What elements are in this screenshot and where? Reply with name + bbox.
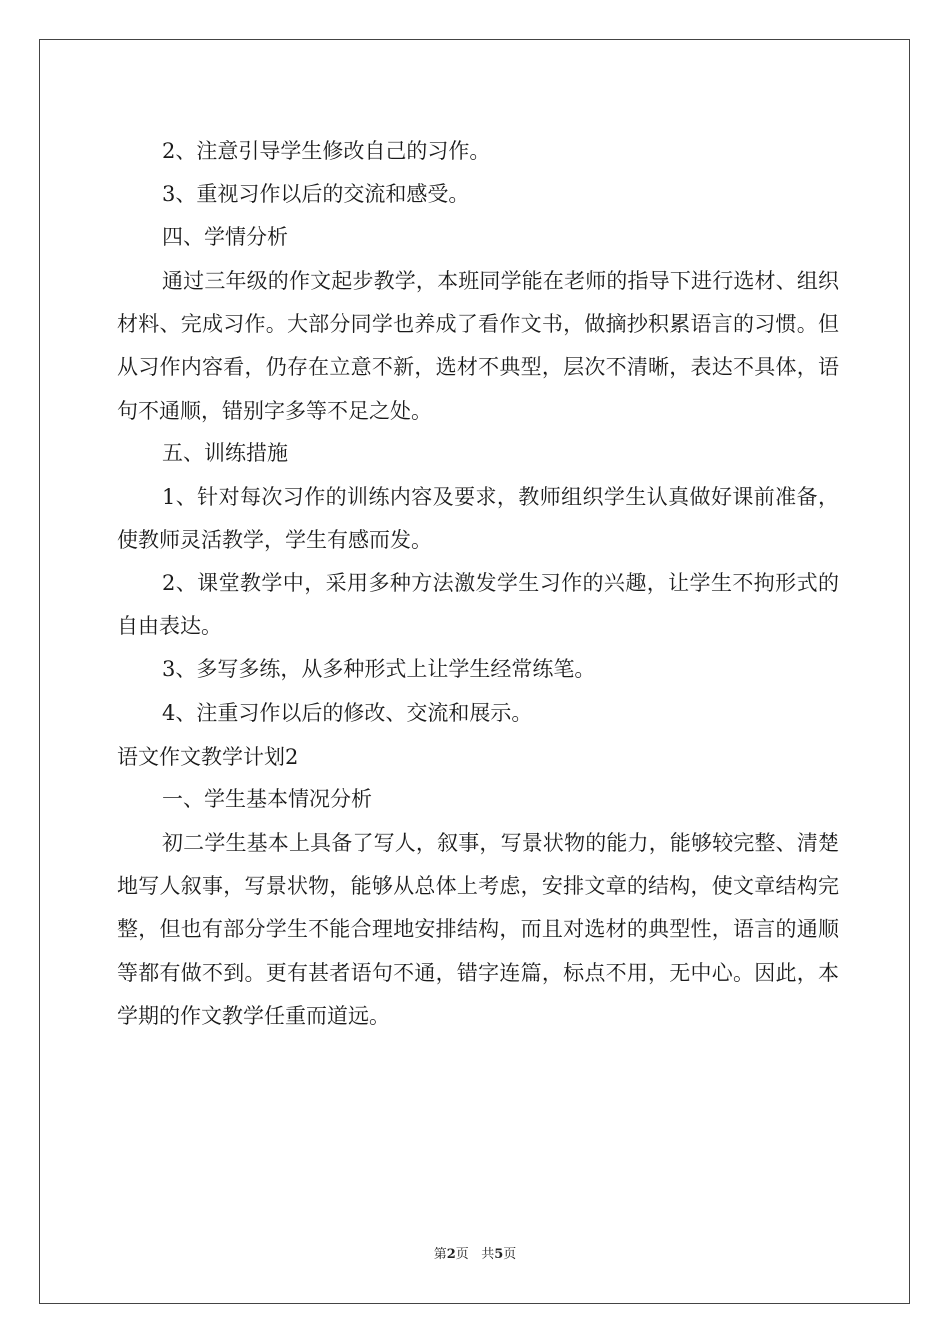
footer-mid: 页 共 bbox=[455, 1247, 495, 1262]
section-heading: 一、学生基本情况分析 bbox=[162, 787, 372, 811]
paragraph: 1、针对每次习作的训练内容及要求，教师组织学生认真做好课前准备，使教师灵活教学，学生有感而发。 bbox=[117, 485, 839, 553]
paragraph: 4、注重习作以后的修改、交流和展示。 bbox=[162, 701, 533, 725]
document-title: 语文作文教学计划2 bbox=[117, 745, 299, 769]
total-page-number: 5 bbox=[494, 1247, 504, 1262]
section-heading: 五、训练措施 bbox=[162, 441, 288, 465]
paragraph: 3、重视习作以后的交流和感受。 bbox=[162, 182, 470, 206]
paragraph: 初二学生基本上具备了写人，叙事，写景状物的能力，能够较完整、清楚地写人叙事，写景状物，能够从总体上考虑，安排文章的结构，使文章结构完整，但也有部分学生不能合理地安排结构，而且对选材的典型性，语言的通顺等都有做不到。更有甚者语句不通，错字连篇，标点不用，无中心。因此，本学期的作文教学任重而道远。 bbox=[117, 831, 839, 1028]
section-heading: 四、学情分析 bbox=[162, 225, 288, 249]
paragraph: 通过三年级的作文起步教学，本班同学能在老师的指导下进行选材、组织材料、完成习作。大部分同学也养成了看作文书，做摘抄积累语言的习惯。但从习作内容看，仍存在立意不新，选材不典型，层次不清晰，表达不具体，语句不通顺，错别字多等不足之处。 bbox=[117, 269, 839, 423]
current-page-number: 2 bbox=[446, 1247, 456, 1262]
page-footer bbox=[0, 1245, 950, 1265]
footer-suffix: 页 bbox=[503, 1247, 517, 1262]
paragraph: 2、注意引导学生修改自己的习作。 bbox=[162, 139, 491, 163]
paragraph: 2、课堂教学中，采用多种方法激发学生习作的兴趣，让学生不拘形式的自由表达。 bbox=[117, 571, 839, 639]
paragraph: 3、多写多练，从多种形式上让学生经常练笔。 bbox=[162, 657, 596, 681]
footer-prefix: 第 bbox=[433, 1247, 447, 1262]
